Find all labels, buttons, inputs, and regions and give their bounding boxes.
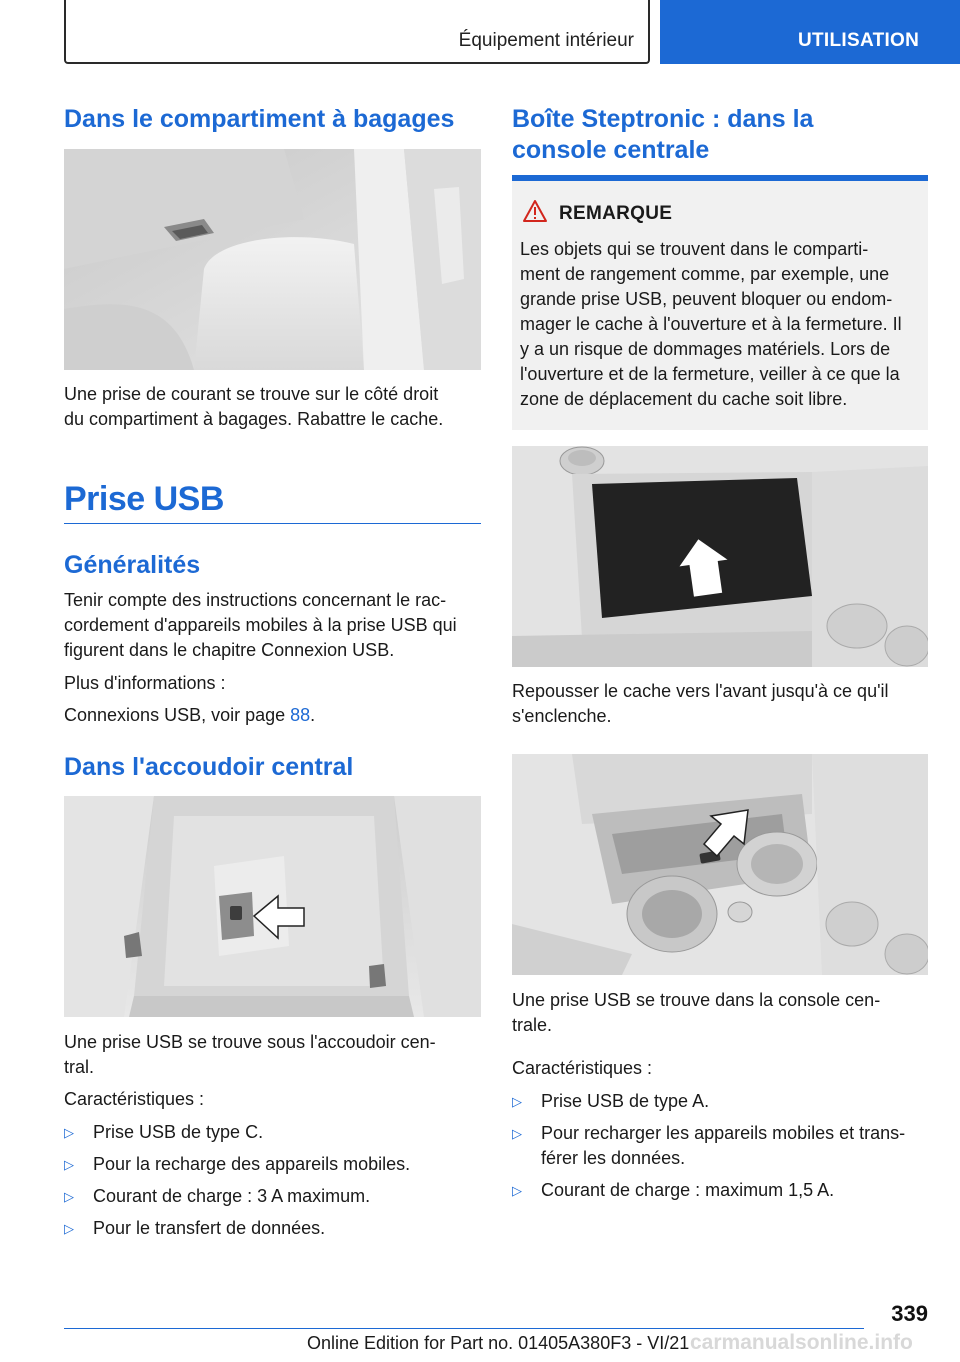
triangle-bullet-icon: ▷	[64, 1221, 74, 1236]
image-luggage-socket	[64, 149, 481, 370]
header-chapter-tab[interactable]	[660, 0, 960, 64]
footer-edition: Online Edition for Part no. 01405A380F3 - VI/21	[307, 1333, 690, 1353]
image-armrest-usb	[64, 796, 481, 1017]
watermark: carmanualsonline.info	[690, 1331, 913, 1354]
image-console-usb	[512, 754, 928, 975]
notice-title: REMARQUE	[559, 203, 673, 224]
page-link-88[interactable]: 88	[290, 705, 311, 725]
para-push-cover: Repousser le cache vers l'avant jusqu'à ce qu'il s'enclenche.	[512, 681, 889, 726]
para-luggage: Une prise de courant se trouve sur le côté droit du compartiment à bagages. Rabattre le cache.	[64, 384, 444, 429]
triangle-bullet-icon: ▷	[512, 1094, 522, 1109]
heading-usb: Prise USB	[64, 480, 224, 518]
warning-triangle-icon	[522, 199, 548, 223]
header-section-box	[64, 0, 650, 64]
para-general: Tenir compte des instructions concernant le rac- cordement d'appareils mobiles à la prise USB qui figurent dans le chapitre Connexion USB.	[64, 590, 457, 660]
heading-general: Généralités	[64, 551, 201, 579]
header-section-title: Équipement intérieur	[458, 30, 634, 51]
triangle-bullet-icon: ▷	[512, 1183, 522, 1198]
para-more-info: Plus d'informations :	[64, 673, 226, 693]
para-specs-left: Caractéristiques :	[64, 1089, 205, 1109]
triangle-bullet-icon: ▷	[64, 1157, 74, 1172]
para-console-usb: Une prise USB se trouve dans la console cen- trale.	[512, 990, 881, 1035]
page-number: 339	[891, 1301, 928, 1326]
notice-body: Les objets qui se trouvent dans le comparti- ment de rangement comme, par exemple, une grande prise USB, peuvent bloquer ou endom- mager le cache à l'ouverture et à la fermeture. Il y a un risque de dommages matériels. Lors de l'ouverture et de la fermeture, veiller à ce que la zone de déplacement du cache soit libre.	[520, 239, 902, 409]
triangle-bullet-icon: ▷	[64, 1125, 74, 1140]
triangle-bullet-icon: ▷	[64, 1189, 74, 1204]
notice-top-bar	[512, 175, 928, 181]
para-link: Connexions USB, voir page 88.	[64, 705, 316, 725]
heading-usb-rule	[64, 523, 481, 524]
footer-rule	[64, 1328, 864, 1329]
header-chapter-label: UTILISATION	[798, 30, 920, 51]
heading-armrest: Dans l'accoudoir central	[64, 753, 354, 781]
para-armrest: Une prise USB se trouve sous l'accoudoir cen- tral.	[64, 1032, 436, 1077]
image-console-cover	[512, 446, 928, 667]
heading-steptronic: Boîte Steptronic : dans la console centrale	[512, 105, 814, 164]
triangle-bullet-icon: ▷	[512, 1126, 522, 1141]
para-specs-right: Caractéristiques :	[512, 1058, 653, 1078]
notice-box	[512, 175, 928, 430]
heading-luggage: Dans le compartiment à bagages	[64, 105, 455, 133]
